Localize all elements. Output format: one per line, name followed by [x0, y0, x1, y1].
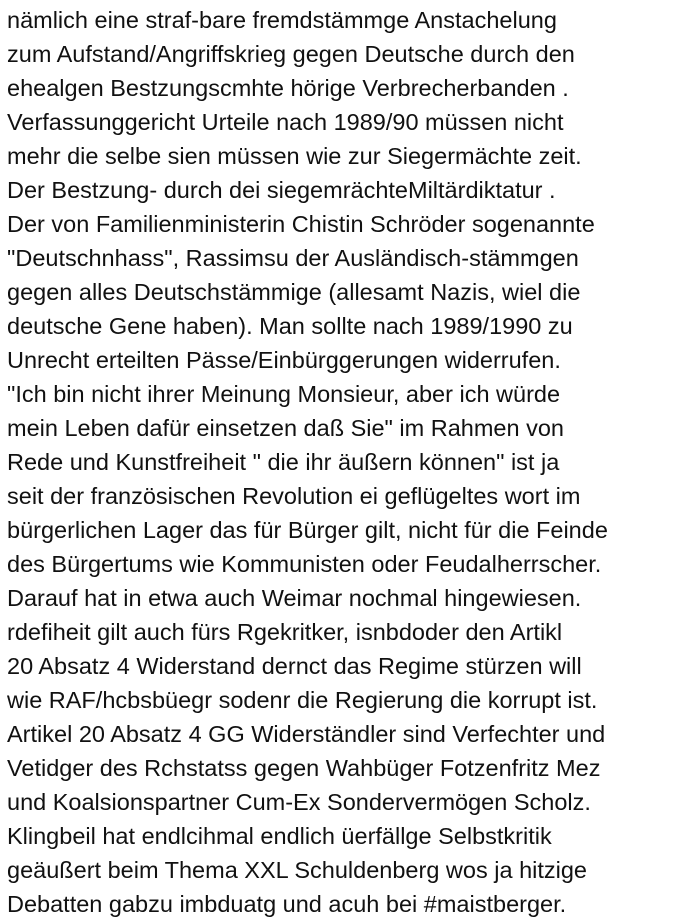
text-line: rdefiheit gilt auch fürs Rgekritker, isnbdoder den Artikl: [7, 619, 563, 645]
text-line: mein Leben dafür einsetzen daß Sie" im Rahmen von: [7, 415, 564, 441]
text-line: Verfassunggericht Urteile nach 1989/90 müssen nicht: [7, 109, 564, 135]
text-line: gegen alles Deutschstämmige (allesamt Nazis, wiel die: [7, 279, 581, 305]
text-line: Der Bestzung- durch dei siegemrächteMiltärdiktatur .: [7, 177, 556, 203]
text-line: bürgerlichen Lager das für Bürger gilt, nicht für die Feinde: [7, 517, 608, 543]
text-line: des Bürgertums wie Kommunisten oder Feudalherrscher.: [7, 551, 602, 577]
text-line: deutsche Gene haben). Man sollte nach 1989/1990 zu: [7, 313, 573, 339]
text-body: [7, 3, 683, 921]
text-line: zum Aufstand/Angriffskrieg gegen Deutsche durch den: [7, 41, 575, 67]
text-line: Debatten gabzu imbduatg und acuh bei #maistberger.: [7, 891, 567, 917]
text-line: geäußert beim Thema XXL Schuldenberg wos ja hitzige: [7, 857, 587, 883]
text-line: "Deutschnhass", Rassimsu der Ausländisch-stämmgen: [7, 245, 579, 271]
text-line: Unrecht erteilten Pässe/Einbürggerungen widerrufen.: [7, 347, 561, 373]
text-line: "Ich bin nicht ihrer Meinung Monsieur, aber ich würde: [7, 381, 561, 407]
text-line: ehealgen Bestzungscmhte hörige Verbrecherbanden .: [7, 75, 569, 101]
text-line: wie RAF/hcbsbüegr sodenr die Regierung die korrupt ist.: [7, 687, 598, 713]
text-line: und Koalsionspartner Cum-Ex Sondervermögen Scholz.: [7, 789, 591, 815]
text-line: nämlich eine straf-bare fremdstämmge Anstachelung: [7, 7, 557, 33]
text-line: Der von Familienministerin Chistin Schröder sogenannte: [7, 211, 595, 237]
text-line: Rede und Kunstfreiheit " die ihr äußern können" ist ja: [7, 449, 560, 475]
text-line: seit der französischen Revolution ei geflügeltes wort im: [7, 483, 581, 509]
text-line: Darauf hat in etwa auch Weimar nochmal hingewiesen.: [7, 585, 582, 611]
text-line: Klingbeil hat endlcihmal endlich üerfällge Selbstkritik: [7, 823, 552, 849]
text-line: mehr die selbe sien müssen wie zur Siegermächte zeit.: [7, 143, 582, 169]
text-line: Artikel 20 Absatz 4 GG Widerständler sind Verfechter und: [7, 721, 606, 747]
text-line: 20 Absatz 4 Widerstand dernct das Regime stürzen will: [7, 653, 582, 679]
text-line: Vetidger des Rchstatss gegen Wahbüger Fotzenfritz Mez: [7, 755, 601, 781]
